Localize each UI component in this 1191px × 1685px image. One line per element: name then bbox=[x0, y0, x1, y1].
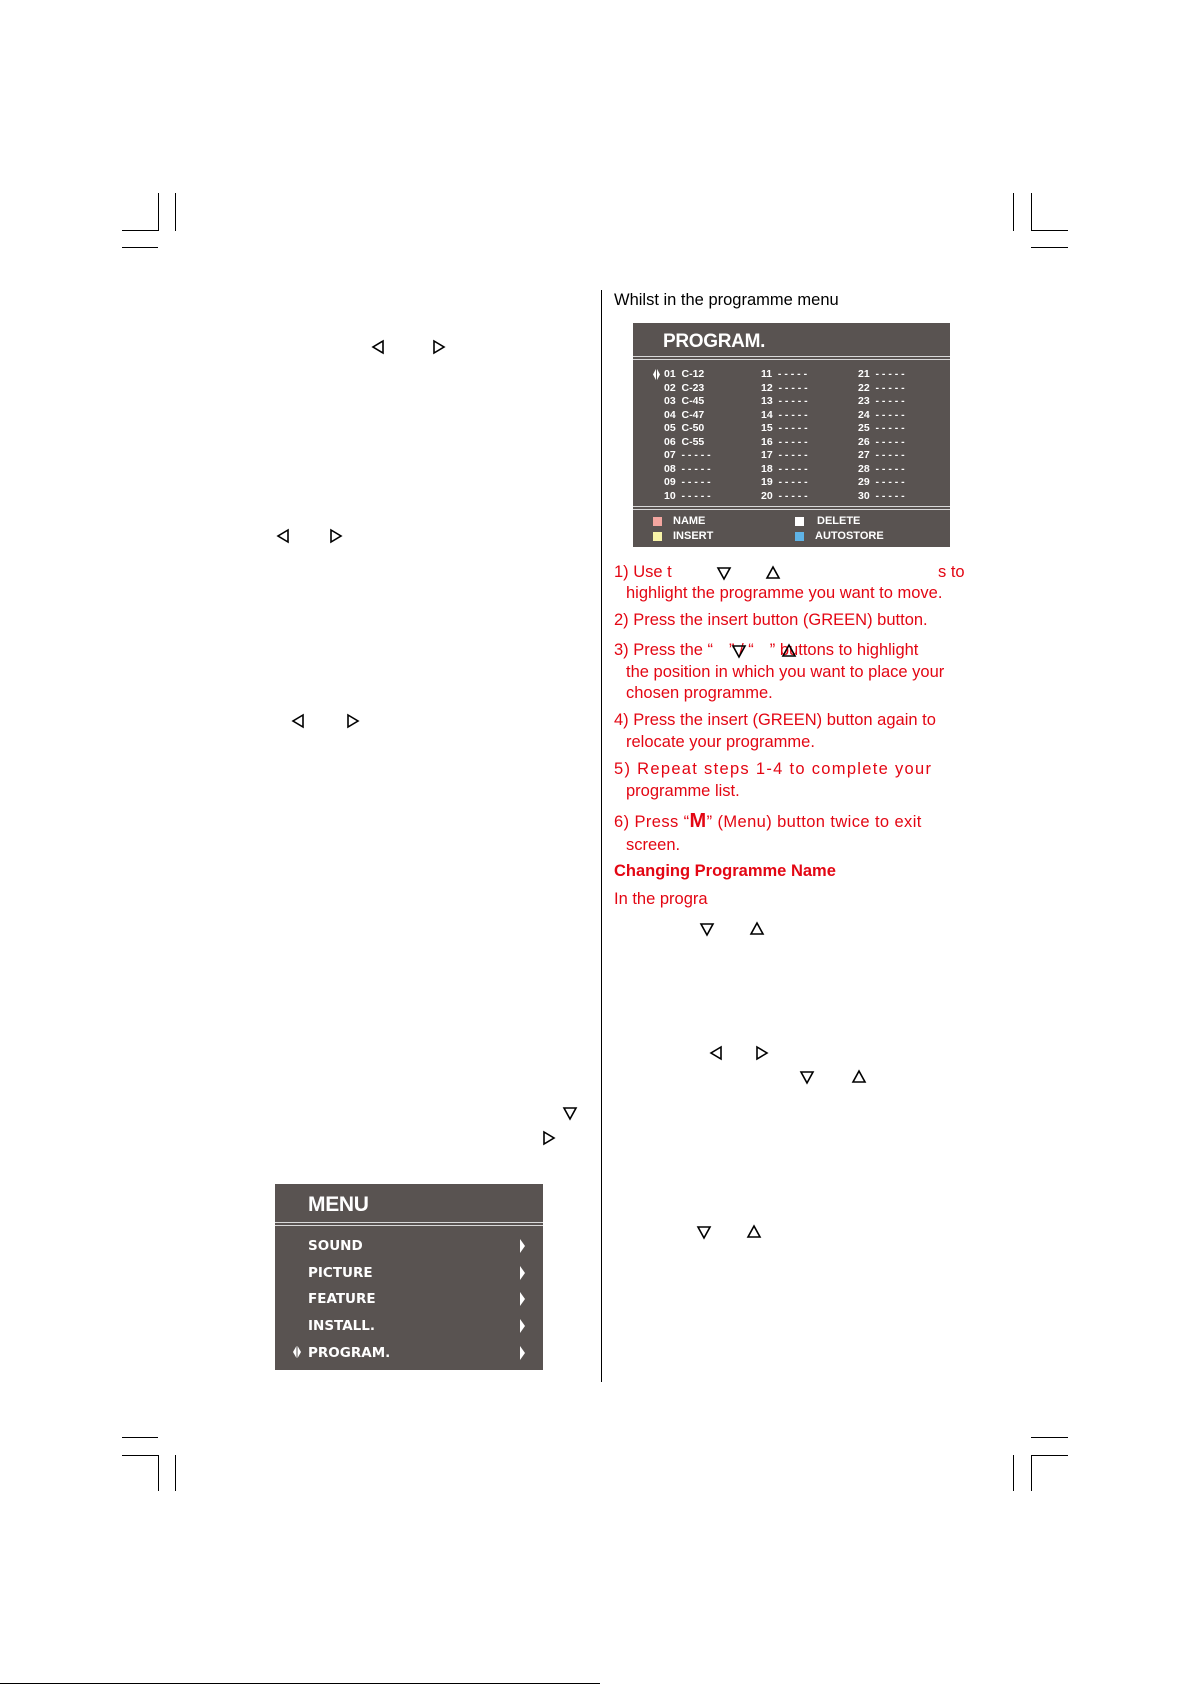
program-entry[interactable]: 29 - - - - - bbox=[858, 476, 905, 488]
step-6-c: screen. bbox=[626, 836, 681, 854]
step-4-a: 4) Press the insert (GREEN) button again to bbox=[614, 711, 936, 729]
program-entry[interactable]: 26 - - - - - bbox=[858, 435, 905, 448]
menu-title: MENU bbox=[308, 1193, 369, 1216]
program-entry[interactable]: 06 C-55 bbox=[664, 435, 705, 448]
legend-autostore: AUTOSTORE bbox=[815, 530, 884, 542]
step-1-c: highlight the programme you want to move. bbox=[626, 584, 943, 602]
right-arrow-icon bbox=[328, 528, 344, 544]
down-arrow-icon bbox=[716, 565, 732, 581]
left-arrow-icon bbox=[708, 1045, 724, 1061]
step-1-b: s to bbox=[938, 563, 965, 581]
menu-item-sound[interactable]: SOUND bbox=[308, 1238, 363, 1254]
program-entry[interactable]: 15 - - - - - bbox=[761, 422, 808, 434]
selection-cursor-icon bbox=[293, 1345, 301, 1359]
selection-cursor-icon bbox=[653, 368, 660, 381]
left-arrow-icon bbox=[290, 713, 306, 729]
menu-item-program[interactable]: PROGRAM. bbox=[308, 1345, 391, 1361]
program-entry[interactable]: 02 C-23 bbox=[664, 381, 705, 394]
program-entry[interactable]: 03 C-45 bbox=[664, 395, 705, 407]
program-entry[interactable]: 20 - - - - - bbox=[761, 489, 808, 502]
program-entry[interactable]: 21 - - - - - bbox=[858, 368, 905, 380]
up-arrow-icon bbox=[749, 921, 765, 937]
section-heading: Changing Programme Name bbox=[614, 862, 836, 880]
red-key-icon bbox=[653, 517, 662, 526]
down-arrow-icon bbox=[799, 1069, 815, 1085]
program-title: PROGRAM. bbox=[663, 331, 766, 352]
legend-insert: INSERT bbox=[673, 530, 714, 542]
step-1-a: 1) Use t bbox=[614, 563, 672, 581]
program-entry[interactable]: 24 - - - - - bbox=[858, 408, 905, 421]
program-entry[interactable]: 28 - - - - - bbox=[858, 462, 905, 475]
program-entry[interactable]: 25 - - - - - bbox=[858, 422, 905, 434]
menu-m-symbol: M bbox=[689, 810, 707, 832]
left-arrow-icon bbox=[275, 528, 291, 544]
right-arrow-icon bbox=[541, 1130, 557, 1146]
legend-delete: DELETE bbox=[817, 515, 861, 527]
step-3-a bbox=[614, 641, 918, 660]
up-arrow-icon bbox=[765, 565, 781, 581]
up-arrow-icon bbox=[781, 643, 797, 659]
white-key-icon bbox=[795, 517, 804, 526]
down-arrow-icon bbox=[731, 643, 747, 659]
program-entry[interactable]: 13 - - - - - bbox=[761, 395, 808, 407]
up-arrow-icon bbox=[746, 1224, 762, 1240]
right-arrow-icon bbox=[754, 1045, 770, 1061]
program-entry[interactable]: 22 - - - - - bbox=[858, 381, 905, 394]
menu-item-picture[interactable]: PICTURE bbox=[308, 1265, 373, 1281]
program-entry[interactable]: 19 - - - - - bbox=[761, 476, 808, 488]
program-entry[interactable]: 09 - - - - - bbox=[664, 476, 711, 488]
menu-title-rule bbox=[275, 1222, 543, 1223]
step-3-c-text: ” buttons to highlight bbox=[769, 641, 919, 659]
step-3-e: chosen programme. bbox=[626, 684, 773, 702]
program-entry[interactable]: 04 C-47 bbox=[664, 408, 705, 421]
chevron-right-icon bbox=[520, 1266, 525, 1280]
program-entry[interactable]: 11 - - - - - bbox=[761, 368, 808, 380]
program-entry[interactable]: 05 C-50 bbox=[664, 422, 705, 434]
step-3-b-text: ” / “ bbox=[729, 641, 754, 659]
menu-title-rule bbox=[275, 1225, 543, 1226]
step-6-a-text: 6) Press “ bbox=[614, 813, 690, 831]
chevron-right-icon bbox=[520, 1319, 525, 1333]
legend-name: NAME bbox=[673, 515, 706, 527]
program-entry[interactable]: 14 - - - - - bbox=[761, 408, 808, 421]
down-arrow-icon bbox=[562, 1105, 578, 1121]
right-arrow-icon bbox=[431, 339, 447, 355]
menu-item-install[interactable]: INSTALL. bbox=[308, 1318, 375, 1334]
program-entry[interactable]: 07 - - - - - bbox=[664, 449, 711, 461]
step-3-d: the position in which you want to place your bbox=[626, 663, 945, 681]
column-divider bbox=[601, 290, 602, 1382]
program-entry[interactable]: 27 - - - - - bbox=[858, 449, 905, 461]
step-5-a: 5) Repeat steps 1-4 to complete your bbox=[614, 760, 933, 778]
program-entry[interactable]: 30 - - - - - bbox=[858, 489, 905, 502]
program-entry[interactable]: 16 - - - - - bbox=[761, 435, 808, 448]
program-entry[interactable]: 08 - - - - - bbox=[664, 462, 711, 475]
step-6-b-text: ” (Menu) button twice to exit bbox=[706, 813, 922, 831]
menu-item-feature[interactable]: FEATURE bbox=[308, 1291, 376, 1307]
program-title-rule bbox=[633, 359, 950, 360]
left-arrow-icon bbox=[370, 339, 386, 355]
program-entry[interactable]: 10 - - - - - bbox=[664, 489, 711, 502]
program-legend-rule bbox=[633, 506, 950, 507]
step-3-a-text: 3) Press the “ bbox=[614, 641, 714, 659]
step-5-b: programme list. bbox=[626, 782, 740, 800]
up-arrow-icon bbox=[851, 1069, 867, 1085]
intro-text: Whilst in the programme menu bbox=[614, 291, 839, 309]
program-entry[interactable]: 23 - - - - - bbox=[858, 395, 905, 407]
chevron-right-icon bbox=[520, 1292, 525, 1306]
down-arrow-icon bbox=[699, 921, 715, 937]
step-2: 2) Press the insert button (GREEN) button. bbox=[614, 611, 928, 629]
name-intro: In the progra bbox=[614, 890, 708, 908]
yellow-key-icon bbox=[653, 532, 662, 541]
program-entry[interactable]: 12 - - - - - bbox=[761, 381, 808, 394]
right-arrow-icon bbox=[345, 713, 361, 729]
chevron-right-icon bbox=[520, 1346, 525, 1360]
down-arrow-icon bbox=[696, 1224, 712, 1240]
chevron-right-icon bbox=[520, 1239, 525, 1253]
program-legend-rule bbox=[633, 509, 950, 510]
blue-key-icon bbox=[795, 532, 804, 541]
step-4-b: relocate your programme. bbox=[626, 733, 815, 751]
program-entry[interactable]: 18 - - - - - bbox=[761, 462, 808, 475]
program-entry[interactable]: 17 - - - - - bbox=[761, 449, 808, 461]
step-6-a bbox=[614, 810, 922, 833]
program-title-rule bbox=[633, 356, 950, 357]
program-entry[interactable]: 01 C-12 bbox=[664, 368, 705, 380]
